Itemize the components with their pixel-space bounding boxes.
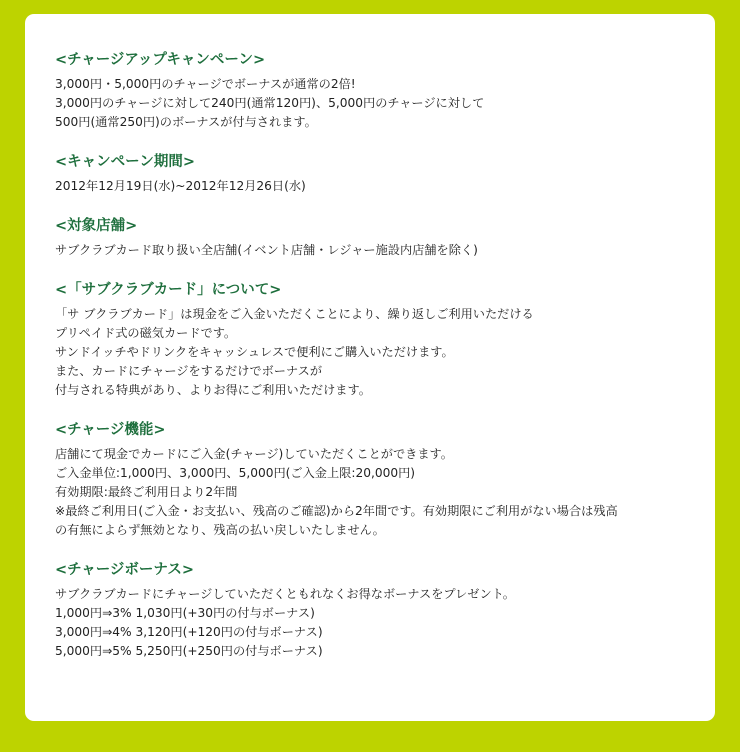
- body-line: プリペイド式の磁気カードです。: [55, 326, 237, 340]
- section-heading: <チャージアップキャンペーン>: [55, 52, 266, 68]
- section-charge-up-campaign: [55, 50, 685, 132]
- body-line: 3,000円のチャージに対して240円(通常120円)、5,000円のチャージに対して: [55, 96, 485, 110]
- section-heading: <チャージボーナス>: [55, 562, 194, 578]
- section-charge-bonus: [55, 560, 685, 661]
- section-about-card: [55, 280, 685, 400]
- body-line: 店舗にて現金でカードにご入金(チャージ)していただくことができます。: [55, 447, 453, 461]
- section-heading: <キャンペーン期間>: [55, 154, 196, 170]
- info-card: [25, 14, 715, 721]
- body-line: 付与される特典があり、よりお得にご利用いただけます。: [55, 383, 371, 397]
- body-line: ご入金単位:1,000円、3,000円、5,000円(ご入金上限:20,000円): [55, 466, 416, 480]
- body-line: 「サ ブクラブカード」は現金をご入金いただくことにより、繰り返しご利用いただける: [55, 307, 534, 321]
- body-line: 3,000円・5,000円のチャージでボーナスが通常の2倍!: [55, 77, 356, 91]
- section-heading: <対象店舗>: [55, 218, 138, 234]
- section-heading: <チャージ機能>: [55, 422, 166, 438]
- body-line: 500円(通常250円)のボーナスが付与されます。: [55, 115, 317, 129]
- body-line: 1,000円⇒3% 1,030円(+30円の付与ボーナス): [55, 606, 315, 620]
- body-line: 有効期限:最終ご利用日より2年間: [55, 485, 238, 499]
- section-heading: <「サブクラブカード」について>: [55, 282, 282, 298]
- section-charge-function: [55, 420, 685, 540]
- body-line: サブクラブカードにチャージしていただくともれなくお得なボーナスをプレゼント。: [55, 587, 515, 601]
- body-line: サブクラブカード取り扱い全店舗(イベント店舗・レジャー施設内店舗を除く): [55, 243, 478, 257]
- body-line: サンドイッチやドリンクをキャッシュレスで便利にご購入いただけます。: [55, 345, 454, 359]
- body-line: 2012年12月19日(水)~2012年12月26日(水): [55, 179, 306, 193]
- body-line: 5,000円⇒5% 5,250円(+250円の付与ボーナス): [55, 644, 323, 658]
- section-target-stores: [55, 216, 685, 260]
- body-line: ※最終ご利用日(ご入金・お支払い、残高のご確認)から2年間です。有効期限にご利用がない場合は残高: [55, 504, 618, 518]
- body-line: 3,000円⇒4% 3,120円(+120円の付与ボーナス): [55, 625, 323, 639]
- body-line: の有無によらず無効となり、残高の払い戻しいたしません。: [55, 523, 385, 537]
- body-line: また、カードにチャージをするだけでボーナスが: [55, 364, 323, 378]
- section-campaign-period: [55, 152, 685, 196]
